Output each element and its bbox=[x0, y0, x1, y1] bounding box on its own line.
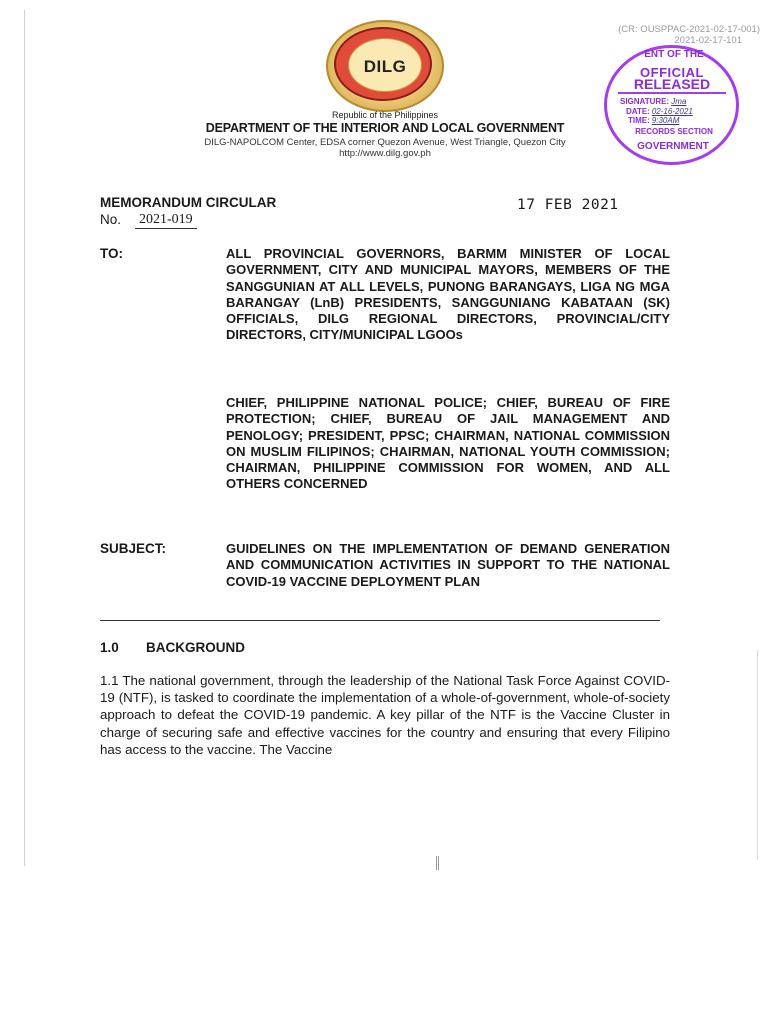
stamp-signature-value: Jma bbox=[671, 97, 687, 106]
seal-text: DILG bbox=[363, 57, 407, 76]
section-title: BACKGROUND bbox=[146, 640, 245, 655]
control-reference: (CR: OUSPPAC-2021-02-17-001) bbox=[618, 24, 760, 35]
memo-date: 17 FEB 2021 bbox=[517, 197, 619, 213]
stamp-signature-row bbox=[620, 97, 686, 106]
section-number: 1.0 bbox=[100, 640, 119, 655]
dilg-seal bbox=[326, 20, 444, 112]
department-website: http://www.dilg.gov.ph bbox=[339, 148, 431, 159]
control-date: 2021-02-17-101 bbox=[674, 35, 742, 46]
republic-line: Republic of the Philippines bbox=[331, 110, 439, 120]
paragraph-1-1: 1.1 The national government, through the leadership of the National Task Force Against COVID-19 (NTF), is tasked to coordinate the implementation of a whole-of-government, whole-of-society approach to defeat the COVID-19 pandemic. A key pillar of the NTF is the Vaccine Cluster in charge of securing safe and effective vaccines for the country and ensuring that every Filipino has access to the vaccine. The Vaccine bbox=[100, 673, 670, 757]
memo-number: 2021-019 bbox=[135, 212, 197, 229]
stamp-date-value: 02-16-2021 bbox=[651, 107, 693, 116]
department-address: DILG-NAPOLCOM Center, EDSA corner Quezon Avenue, West Triangle, Quezon City bbox=[204, 137, 566, 148]
page-edge-left bbox=[24, 10, 25, 866]
stamp-bottom-text: GOVERNMENT bbox=[637, 141, 709, 152]
stamp-time-row bbox=[628, 116, 679, 125]
stamp-released: RELEASED bbox=[618, 76, 726, 94]
to-recipients-secondary: CHIEF, PHILIPPINE NATIONAL POLICE; CHIEF, BUREAU OF FIRE PROTECTION; CHIEF, BUREAU OF JAIL MANAGEMENT AND PENOLOGY; PRESIDENT, PPSC; CHAIRMAN, NATIONAL COMMISSION ON MUSLIM FILIPINOS; CHAIRMAN, NATIONAL YOUTH COMMISSION; CHAIRMAN, PHILIPPINE COMMISSION FOR WOMEN, AND ALL OTHERS CONCERNED bbox=[226, 395, 670, 492]
subject-text: GUIDELINES ON THE IMPLEMENTATION OF DEMAND GENERATION AND COMMUNICATION ACTIVITIES IN SUPPORT TO THE NATIONAL COVID-19 VACCINE DEPLOYMENT PLAN bbox=[226, 541, 670, 589]
stamp-time-value: 9:30AM bbox=[651, 116, 680, 125]
stamp-records-section: RECORDS SECTION bbox=[635, 127, 713, 136]
subject-divider bbox=[100, 620, 660, 621]
official-released-stamp bbox=[604, 45, 739, 165]
stamp-official: OFFICIAL bbox=[640, 65, 704, 80]
stamp-date-row bbox=[626, 107, 693, 116]
page-edge-right bbox=[757, 650, 758, 860]
to-label: TO: bbox=[100, 246, 123, 261]
stamp-time-label: TIME: bbox=[628, 116, 650, 125]
stamp-date-label: DATE: bbox=[626, 107, 650, 116]
stamp-signature-label: SIGNATURE: bbox=[620, 97, 670, 106]
to-recipients-primary: ALL PROVINCIAL GOVERNORS, BARMM MINISTER OF LOCAL GOVERNMENT, CITY AND MUNICIPAL MAYORS, MEMBERS OF THE SANGGUNIAN AT ALL LEVELS, PUNONG BARANGAYS, LIGA NG MGA BARANGAY (LnB) PRESIDENTS, SANGGUNIANG KABATAAN (SK) OFFICIALS, DILG REGIONAL DIRECTORS, PROVINCIAL/CITY DIRECTORS, CITY/MUNICIPAL LGOOs bbox=[226, 246, 670, 343]
page-mark bbox=[436, 856, 439, 870]
memo-number-label: No. bbox=[100, 212, 122, 227]
department-name: DEPARTMENT OF THE INTERIOR AND LOCAL GOVERNMENT bbox=[205, 121, 565, 135]
subject-label: SUBJECT: bbox=[100, 541, 167, 556]
stamp-top-text: ENT OF THE bbox=[644, 49, 704, 60]
memo-title: MEMORANDUM CIRCULAR bbox=[100, 195, 277, 210]
